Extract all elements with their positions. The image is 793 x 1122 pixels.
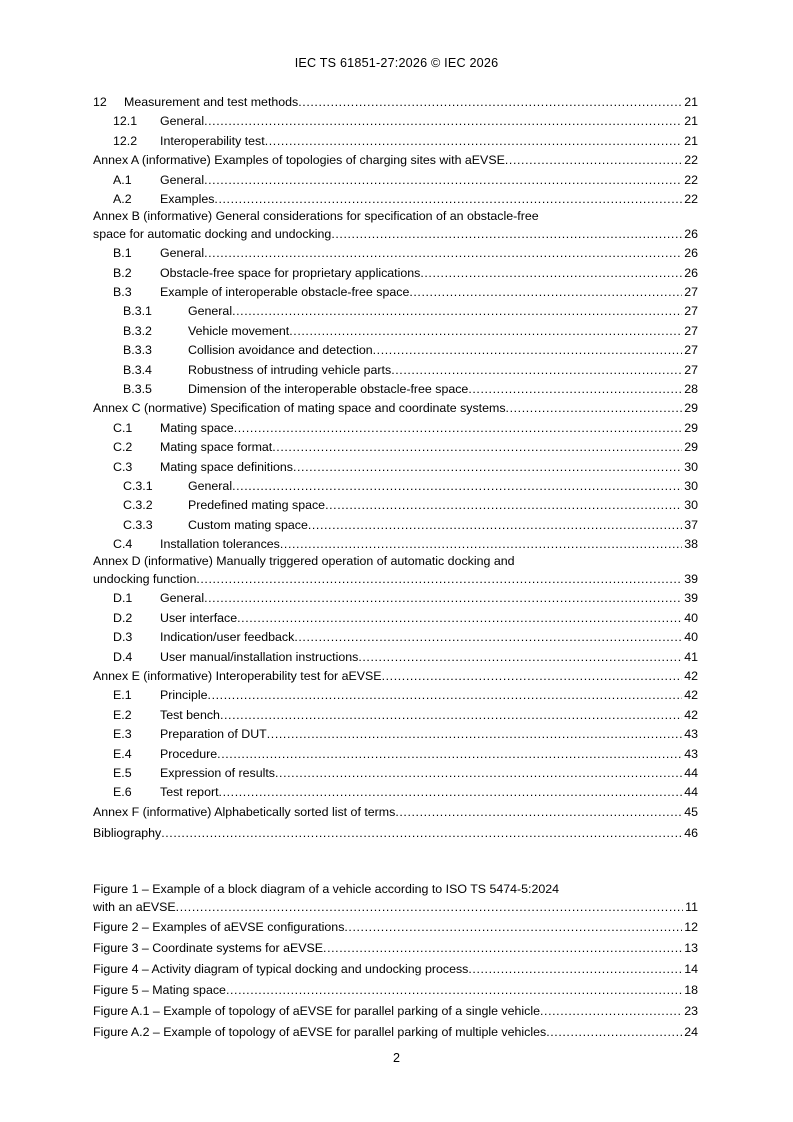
entry-page: 24 <box>684 1025 698 1040</box>
entry-number: C.4 <box>113 537 133 552</box>
dot-leader <box>505 151 682 170</box>
page-number: 2 <box>392 1051 400 1065</box>
toc-entry[interactable] <box>93 745 698 764</box>
toc-entry[interactable] <box>93 477 698 496</box>
entry-number: A.1 <box>113 172 132 187</box>
entry-title-line1: Annex D (informative) Manually triggered operation of automatic docking and <box>93 554 515 569</box>
entry-number: C.3.3 <box>123 517 153 532</box>
entry-number: C.2 <box>113 440 133 455</box>
dot-leader <box>373 341 683 360</box>
entry-title: Figure A.1 – Example of topology of aEVSE for parallel parking of a single vehicle <box>93 1004 541 1019</box>
entry-title: Predefined mating space <box>188 498 326 513</box>
entry-page: 29 <box>684 401 698 416</box>
list-of-figures <box>93 882 698 1043</box>
toc-entry[interactable] <box>93 458 698 477</box>
toc-entry[interactable] <box>93 264 698 283</box>
entry-page: 26 <box>684 265 698 280</box>
figure-entry[interactable] <box>93 939 698 958</box>
entry-title: Annex A (informative) Examples of topologies of charging sites with aEVSE <box>93 153 505 168</box>
entry-title: Test report <box>160 785 219 800</box>
dot-leader <box>382 667 683 686</box>
entry-number: B.3.4 <box>123 362 152 377</box>
toc-entry[interactable] <box>93 686 698 705</box>
entry-title: Annex C (normative) Specification of mating space and coordinate systems <box>93 401 506 416</box>
entry-page: 23 <box>684 1004 698 1019</box>
dot-leader <box>237 609 682 628</box>
toc-entry[interactable] <box>93 764 698 783</box>
dot-leader <box>204 171 682 190</box>
entry-page: 12 <box>684 920 698 935</box>
entry-title: Indication/user feedback <box>160 630 295 645</box>
entry-title: Preparation of DUT <box>160 727 267 742</box>
toc-entry[interactable] <box>93 209 698 244</box>
entry-page: 26 <box>684 246 698 261</box>
entry-title: Dimension of the interoperable obstacle-free space <box>188 381 469 396</box>
entry-title: Annex F (informative) Alphabetically sorted list of terms <box>93 804 396 819</box>
toc-entry[interactable] <box>93 341 698 360</box>
entry-page: 28 <box>684 381 698 396</box>
toc-entry[interactable] <box>93 244 698 263</box>
entry-title: General <box>160 172 205 187</box>
entry-title: Interoperability test <box>160 133 265 148</box>
toc-entry[interactable] <box>93 648 698 667</box>
entry-page: 22 <box>684 153 698 168</box>
entry-title: Expression of results <box>160 765 276 780</box>
dot-leader <box>208 686 683 705</box>
entry-page: 43 <box>684 727 698 742</box>
entry-title: Mating space definitions <box>160 459 293 474</box>
entry-title: Robustness of intruding vehicle parts <box>188 362 392 377</box>
table-of-contents <box>93 93 698 843</box>
entry-page: 40 <box>684 610 698 625</box>
entry-page: 22 <box>684 172 698 187</box>
dot-leader <box>331 225 682 244</box>
entry-number: 12.2 <box>113 133 138 148</box>
entry-page: 29 <box>684 440 698 455</box>
dot-leader <box>344 918 682 937</box>
figure-entry[interactable] <box>93 882 698 917</box>
entry-title: Measurement and test methods <box>124 95 299 109</box>
entry-title: User manual/installation instructions <box>160 649 359 664</box>
dot-leader <box>267 725 682 744</box>
entry-page: 37 <box>684 517 698 532</box>
entry-page: 27 <box>684 304 698 319</box>
dot-leader <box>217 745 682 764</box>
entry-page: 21 <box>684 114 698 129</box>
entry-title: General <box>188 478 233 493</box>
dot-leader <box>506 399 683 418</box>
entry-title: Examples <box>160 191 215 206</box>
toc-entry[interactable] <box>93 667 698 686</box>
entry-number: E.4 <box>113 746 132 761</box>
dot-leader <box>275 764 682 783</box>
entry-page: 27 <box>684 323 698 338</box>
entry-number: E.3 <box>113 727 132 742</box>
dot-leader <box>214 190 682 209</box>
entry-title: User interface <box>160 610 238 625</box>
dot-leader <box>298 93 682 112</box>
entry-number: B.3.1 <box>123 304 152 319</box>
entry-number: D.1 <box>113 591 133 606</box>
entry-title: Principle <box>160 688 208 703</box>
entry-title: Annex E (informative) Interoperability test for aEVSE <box>93 668 382 683</box>
dot-leader <box>232 477 682 496</box>
entry-number: B.3.3 <box>123 343 152 358</box>
toc-entry[interactable] <box>93 190 698 209</box>
entry-title: Bibliography <box>93 826 162 841</box>
toc-entry[interactable] <box>93 419 698 438</box>
entry-title-line1: Figure 1 – Example of a block diagram of a vehicle according to ISO TS 5474-5:2024 <box>93 882 560 896</box>
entry-page: 42 <box>684 707 698 722</box>
entry-title: General <box>188 304 233 319</box>
entry-page: 27 <box>684 362 698 377</box>
entry-number: B.3.5 <box>123 381 152 396</box>
entry-number: D.4 <box>113 649 133 664</box>
entry-title: Custom mating space <box>188 517 308 532</box>
dot-leader <box>289 322 682 341</box>
entry-page: 21 <box>684 133 698 148</box>
dot-leader <box>325 496 682 515</box>
entry-title: Figure 5 – Mating space <box>93 983 226 998</box>
dot-leader <box>546 1023 682 1042</box>
toc-entry[interactable] <box>93 322 698 341</box>
figure-entry[interactable] <box>93 1002 698 1021</box>
entry-page: 11 <box>685 899 698 914</box>
entry-page: 39 <box>684 571 698 586</box>
entry-title: Installation tolerances <box>160 537 280 552</box>
entry-number: C.1 <box>113 420 133 435</box>
entry-page: 29 <box>684 420 698 435</box>
entry-page: 26 <box>684 226 698 241</box>
toc-entry[interactable] <box>93 783 698 802</box>
entry-number: B.3.2 <box>123 323 152 338</box>
toc-entry[interactable] <box>93 496 698 515</box>
toc-entry[interactable] <box>93 380 698 399</box>
entry-number: B.1 <box>113 246 132 261</box>
entry-number: C.3.1 <box>123 478 153 493</box>
toc-entry[interactable] <box>93 132 698 151</box>
entry-title: Obstacle-free space for proprietary applications <box>160 265 421 280</box>
toc-entry[interactable] <box>93 535 698 554</box>
dot-leader <box>395 803 682 822</box>
entry-title: with an aEVSE <box>93 899 176 914</box>
entry-page: 18 <box>684 983 698 998</box>
dot-leader <box>220 706 682 725</box>
entry-title: Collision avoidance and detection <box>188 343 373 358</box>
toc-entry[interactable] <box>93 706 698 725</box>
dot-leader <box>280 535 682 554</box>
entry-page: 27 <box>684 285 698 300</box>
toc-entry[interactable] <box>93 361 698 380</box>
entry-page: 44 <box>684 785 698 800</box>
entry-page: 40 <box>684 630 698 645</box>
figure-entry[interactable] <box>93 1023 698 1042</box>
entry-number: 12 <box>93 95 107 109</box>
toc-entry[interactable] <box>93 399 698 418</box>
toc-entry[interactable] <box>93 151 698 170</box>
dot-leader <box>232 302 682 321</box>
entry-title: Vehicle movement <box>188 323 290 338</box>
entry-page: 27 <box>684 343 698 358</box>
entry-title: Mating space <box>160 420 234 435</box>
page-header: IEC TS 61851-27:2026 © IEC 2026 <box>294 56 499 70</box>
entry-title-line1: Annex B (informative) General considerations for specification of an obstacle-free <box>93 209 539 224</box>
entry-title: Example of interoperable obstacle-free space <box>160 285 410 300</box>
entry-page: 45 <box>684 804 698 819</box>
entry-number: B.2 <box>113 265 132 280</box>
dot-leader <box>265 132 683 151</box>
toc-entry[interactable] <box>93 171 698 190</box>
entry-title: General <box>160 591 205 606</box>
entry-page: 22 <box>684 191 698 206</box>
dot-leader <box>234 419 683 438</box>
entry-title: Mating space format <box>160 440 273 455</box>
dot-leader <box>272 438 682 457</box>
dot-leader <box>391 361 682 380</box>
entry-page: 42 <box>684 668 698 683</box>
entry-title: Figure 3 – Coordinate systems for aEVSE <box>93 941 324 956</box>
entry-number: C.3 <box>113 459 133 474</box>
toc-entry[interactable] <box>93 609 698 628</box>
entry-number: 12.1 <box>113 114 138 129</box>
entry-number: E.1 <box>113 688 132 703</box>
toc-entry[interactable] <box>93 302 698 321</box>
entry-title: undocking function <box>93 571 197 586</box>
dot-leader <box>358 648 682 667</box>
entry-title: Figure A.2 – Example of topology of aEVSE for parallel parking of multiple vehicles <box>93 1025 547 1040</box>
toc-entry[interactable] <box>93 554 698 589</box>
entry-number: E.2 <box>113 707 132 722</box>
dot-leader <box>196 570 682 589</box>
entry-page: 44 <box>684 765 698 780</box>
dot-leader <box>293 458 682 477</box>
entry-page: 21 <box>684 95 698 109</box>
dot-leader <box>226 981 682 1000</box>
dot-leader <box>409 283 682 302</box>
entry-number: D.2 <box>113 610 133 625</box>
toc-entry[interactable] <box>93 93 698 112</box>
dot-leader <box>540 1002 682 1021</box>
toc-entry[interactable] <box>93 283 698 302</box>
entry-title: Test bench <box>160 707 220 722</box>
toc-entry[interactable] <box>93 516 698 535</box>
entry-title: Procedure <box>160 746 218 761</box>
figure-entry[interactable] <box>93 918 698 937</box>
entry-page: 30 <box>684 498 698 513</box>
entry-title: General <box>160 114 205 129</box>
figure-entry[interactable] <box>93 960 698 979</box>
dot-leader <box>176 898 683 917</box>
entry-page: 13 <box>684 941 698 956</box>
entry-title: Figure 2 – Examples of aEVSE configurations <box>93 920 345 935</box>
dot-leader <box>204 112 682 131</box>
entry-page: 38 <box>684 537 698 552</box>
toc-entry[interactable] <box>93 438 698 457</box>
toc-entry[interactable] <box>93 628 698 647</box>
entry-page: 30 <box>684 478 698 493</box>
toc-entry[interactable] <box>93 803 698 822</box>
entry-number: B.3 <box>113 285 132 300</box>
entry-number: A.2 <box>113 191 132 206</box>
entry-page: 46 <box>684 826 698 841</box>
toc-entry[interactable] <box>93 112 698 131</box>
dot-leader <box>161 824 682 843</box>
entry-number: E.5 <box>113 765 132 780</box>
entry-page: 42 <box>684 688 698 703</box>
dot-leader <box>204 244 682 263</box>
toc-entry[interactable] <box>93 824 698 843</box>
dot-leader <box>294 628 682 647</box>
dot-leader <box>308 516 682 535</box>
dot-leader <box>468 960 682 979</box>
entry-title: General <box>160 246 205 261</box>
toc-entry[interactable] <box>93 725 698 744</box>
entry-page: 30 <box>684 459 698 474</box>
entry-number: C.3.2 <box>123 498 153 513</box>
entry-number: E.6 <box>113 785 132 800</box>
dot-leader <box>204 589 682 608</box>
dot-leader <box>420 264 682 283</box>
entry-number: D.3 <box>113 630 133 645</box>
dot-leader <box>219 783 683 802</box>
entry-page: 39 <box>684 591 698 606</box>
entry-page: 43 <box>684 746 698 761</box>
entry-title: space for automatic docking and undocking <box>93 226 332 241</box>
dot-leader <box>323 939 682 958</box>
figure-entry[interactable] <box>93 981 698 1000</box>
dot-leader <box>468 380 682 399</box>
entry-page: 14 <box>684 962 698 977</box>
toc-entry[interactable] <box>93 589 698 608</box>
entry-title: Figure 4 – Activity diagram of typical docking and undocking process <box>93 962 469 977</box>
entry-page: 41 <box>684 649 698 664</box>
